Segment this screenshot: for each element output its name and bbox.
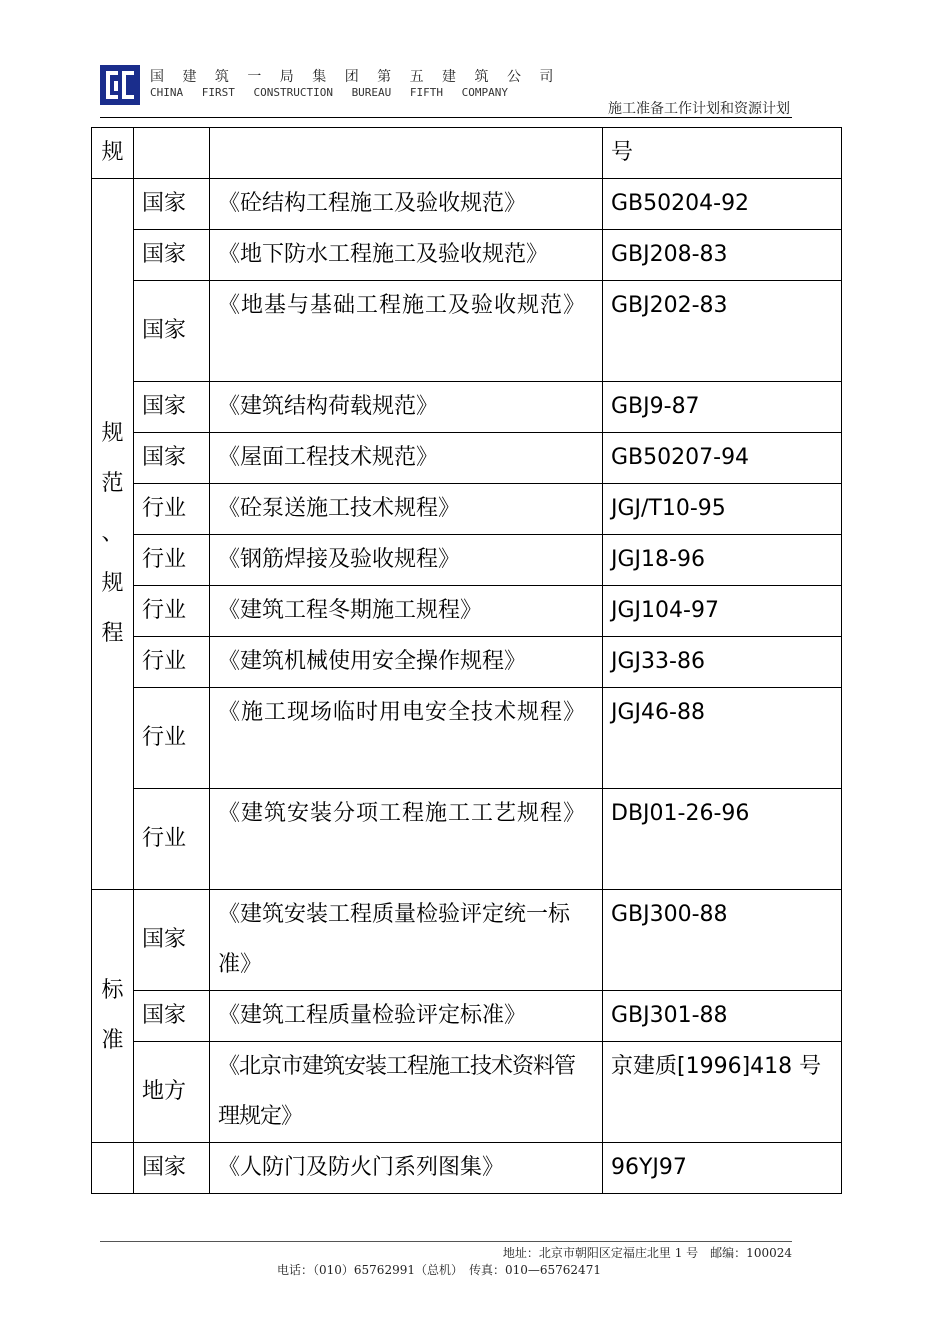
level-cell: 行业 <box>134 688 210 789</box>
code-cell: DBJ01-26-96 <box>603 789 842 890</box>
standards-table <box>91 127 842 1194</box>
category-label-norms: 规 范 、 规 程 <box>92 179 134 890</box>
name-cell <box>210 128 603 179</box>
level-cell: 行业 <box>134 484 210 535</box>
table-row <box>92 991 842 1042</box>
code-cell: GB50207-94 <box>603 433 842 484</box>
level-cell: 国家 <box>134 890 210 991</box>
name-cell: 《钢筋焊接及验收规程》 <box>210 535 603 586</box>
code-cell: GBJ202-83 <box>603 281 842 382</box>
header-divider <box>100 117 792 118</box>
level-cell: 国家 <box>134 991 210 1042</box>
company-name-cn: 国 建 筑 一 局 集 团 第 五 建 筑 公 司 <box>150 69 561 85</box>
table-row <box>92 890 842 991</box>
code-cell: JGJ104-97 <box>603 586 842 637</box>
level-cell: 国家 <box>134 230 210 281</box>
name-cell: 《施工现场临时用电安全技术规程》 <box>210 688 603 789</box>
table-header-row <box>92 128 842 179</box>
name-cell: 《砼结构工程施工及验收规范》 <box>210 179 603 230</box>
document-title: 施工准备工作计划和资源计划 <box>608 101 790 117</box>
code-cell: 京建质[1996]418 号 <box>603 1042 842 1143</box>
code-cell: GBJ301-88 <box>603 991 842 1042</box>
category-label-standards: 标 准 <box>92 890 134 1143</box>
code-cell: JGJ33-86 <box>603 637 842 688</box>
name-cell: 《屋面工程技术规范》 <box>210 433 603 484</box>
code-cell: GBJ300-88 <box>603 890 842 991</box>
table-row <box>92 637 842 688</box>
name-cell: 《建筑安装分项工程施工工艺规程》 <box>210 789 603 890</box>
level-cell: 国家 <box>134 281 210 382</box>
name-cell: 《建筑结构荷载规范》 <box>210 382 603 433</box>
level-cell: 国家 <box>134 382 210 433</box>
code-cell: JGJ18-96 <box>603 535 842 586</box>
table-row <box>92 382 842 433</box>
level-cell: 行业 <box>134 637 210 688</box>
footer-divider <box>100 1241 792 1242</box>
level-cell <box>134 128 210 179</box>
name-cell: 《北京市建筑安装工程施工技术资料管理规定》 <box>210 1042 603 1143</box>
code-cell: 号 <box>603 128 842 179</box>
table-row <box>92 789 842 890</box>
name-cell: 《砼泵送施工技术规程》 <box>210 484 603 535</box>
level-cell: 行业 <box>134 535 210 586</box>
name-cell: 《地基与基础工程施工及验收规范》 <box>210 281 603 382</box>
company-name-en: CHINA FIRST CONSTRUCTION BUREAU FIFTH COMPANY <box>150 86 509 99</box>
code-cell: GB50204-92 <box>603 179 842 230</box>
name-cell: 《建筑工程冬期施工规程》 <box>210 586 603 637</box>
company-logo <box>100 65 140 105</box>
level-cell: 国家 <box>134 179 210 230</box>
table-row <box>92 281 842 382</box>
name-cell: 《建筑机械使用安全操作规程》 <box>210 637 603 688</box>
code-cell: JGJ46-88 <box>603 688 842 789</box>
level-cell: 地方 <box>134 1042 210 1143</box>
code-cell: 96YJ97 <box>603 1143 842 1194</box>
footer-contact: 电话：（010）65762991（总机） 传真：010—65762471 <box>277 1263 601 1277</box>
code-cell: JGJ/T10-95 <box>603 484 842 535</box>
table-row <box>92 484 842 535</box>
category-cell: 规 <box>92 128 134 179</box>
level-cell: 行业 <box>134 586 210 637</box>
name-cell: 《建筑安装工程质量检验评定统一标准》 <box>210 890 603 991</box>
category-cell <box>92 1143 134 1194</box>
table-row <box>92 433 842 484</box>
code-cell: GBJ9-87 <box>603 382 842 433</box>
table-row <box>92 535 842 586</box>
table-row <box>92 179 842 230</box>
table-row <box>92 586 842 637</box>
table-row <box>92 688 842 789</box>
name-cell: 《地下防水工程施工及验收规范》 <box>210 230 603 281</box>
code-cell: GBJ208-83 <box>603 230 842 281</box>
name-cell: 《建筑工程质量检验评定标准》 <box>210 991 603 1042</box>
table-row <box>92 1042 842 1143</box>
level-cell: 国家 <box>134 1143 210 1194</box>
table-row <box>92 230 842 281</box>
level-cell: 行业 <box>134 789 210 890</box>
level-cell: 国家 <box>134 433 210 484</box>
table-row <box>92 1143 842 1194</box>
name-cell: 《人防门及防火门系列图集》 <box>210 1143 603 1194</box>
footer-address: 地址：北京市朝阳区定福庄北里 1 号 邮编：100024 <box>502 1246 792 1260</box>
